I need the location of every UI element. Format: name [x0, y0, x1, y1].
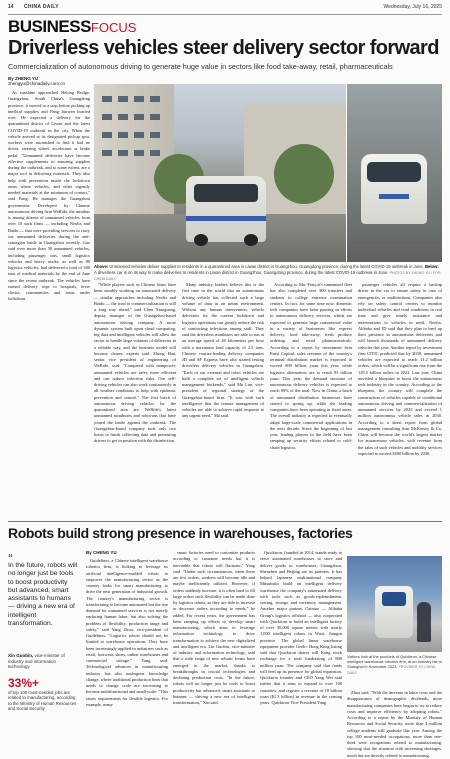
- story2-column-4: [347, 690, 442, 758]
- story1-column-text: As sunshine approached Helong Bridge, Guangzhou, South China's Guangdong province, it moved to a stop before picking up medical supplies and Pang Junwen hurried over. He expected a delivery for the quarantined district of Liwan and the latest COVID-19 outbreak in the city. When the vehicle arrived at its designated pickup spot, workers were astonished to find it had no driver, steering wheel, accelerator or brake pedal. "Unmanned deliveries have become effective supplements to ensuring supplies during the outbreak, and to some extent, are a major tool in delivering materials. They also help with prevention inside the lockdown areas where vehicles, and other urgently needed materials at the minimum of contact," said Pang. He manages the Guangzhou government. Developed by Chinese autonomous driving firm WeRide, the minibus is among dozens of unmanned vehicles from over 10 such firms — including Neolix and Baidu — that were providing services to carry out unmanned deliveries during the anti-contagion battle in Guangzhou recently. Gao said over more than 30 unmanned vehicles, including passenger cars, small logistics vehicles and heavy trucks, as well as 90 logistics vehicles, had delivered a total of 300 tons of medical materials by the end of June since the recent outbreak. The vehicles have earned delivery trips to hospitals, fever clinics, communities and areas under lockdown.: [8, 90, 90, 302]
- masthead: [8, 2, 442, 15]
- photo-caption: [94, 264, 442, 283]
- photo-credit-2: PROVIDED TO CHINA DAILY: [347, 665, 436, 675]
- story1-column-3: [182, 282, 264, 516]
- quote-author-name: Xin Guobin,: [8, 653, 34, 658]
- section-name: BUSINESS: [8, 17, 91, 36]
- story1-column-2: [94, 282, 176, 516]
- story1-column-text: According to Ma, Pony.ai's unmanned fleet has also completed over 300 transfers and students to college entrance examination centers. In fact, for some time now, domestic tech companies have been pouring in efforts to autonomous delivery services, which are expected to generate large commercial value in a variety of businesses like express delivery, food take-away, fresh produce ordering and retail pharmaceuticals. According to a report by investment firm Ernst Capital, sales revenue of the country's terminal distribution market is expected to exceed 800 billion yuan this year, while logistics alternatives are to reach 93 billion yuan. This year, the demand structure of autonomous delivery vehicles is expected to reach 89% of the total. Now in China, a batch of unmanned distribution businesses have started to spring up, while the leading companies have been operating in fixed areas. The overall industry is expected to eventually adopt large-scale commercial applications in the next decade. Since the beginning of last year, leading players in the field have been ramping up security efforts related to cold-chain logistics.: [270, 282, 352, 450]
- stat-figure: 33%+: [8, 676, 40, 690]
- story1-column-text: Many industry leaders believe this is the first time in the world that an autonomous driving vehicle has collected such a large volume of data in an urban environment. Without any human intervention, vehicle deliveries for the current lockdown and logistics operations can greatly reduce the risk of contracting infections among staff. They said the driverless minibuses are able to run at an average speed of 40 kilometers per hour with a maximum load capacity of 2.5 tons. Chinese courier-leading delivery companies JD and SF Express have also started testing driverless delivery vehicles in Guangzhou. "Each of our external and robot vehicles are built a complete set of intelligent vehicle management backends," said Ma Lan, vice-president of regional strategy of the Guangzhou-based firm. "It was with such intelligence that the remote management of vehicles are able to achieve rapid response to any urgent need," Ma said.: [182, 282, 264, 419]
- story2-column-text: Quicktron, founded in 2014, stands ready to serve automated warehouses to store and deliver goods in warehouses, Guangzhou, Shenzhen and Beijing are its partners. It has helped Japanese multinational company Mitsubishi build an intelligent delivery warehouse the company's automated delivery with tools such as goods-replenishment, sorting, storage and inventory management. Another major partner, Cainiao — Alibaba Group's logistics offshoot — also cooperated with Quicktron to build an intelligent factory of over 50,000 square meters with nearly 1,000 intelligent robots in Wuxi, Jiangsu province. The global linear warehouse equipment provider Geek+ Hong Kong listing said that Quicktron shares will Kong stock exchange for a total fundraising of 800 million yuan. The company said that funds will feed up its presence for global expansion. Quicktron founder and CEO Yang Wei said earlier that it aims to expand to over 100 countries, and register a revenue of 10 billion yuan ($1.3 billion) in revenue in the coming years. Quicktron Vice-President Yang: [260, 550, 342, 705]
- story2-column-1: [86, 558, 168, 744]
- caption-lead-above: Above:: [94, 264, 109, 269]
- story2-column-text: smart factories need to customize products according to customer needs but it is inevitable that robots will fluctuate," Yang said. "Under such circumstances, when there are few orders, workers will become idle and maybe inefficiently utilized. However, if orders suddenly increase, it is often hard to fill large orders such flexibility can be made done by logistics robots, as they are able to increase or decrease orders according to needs," he added. For recent years, the government has been ramping up efforts to develop smart manufacturing, which aims to leverage information technology to drive transformation to achieve the new digitalized and intelligent era. Lin Guobin, vice-minister of industry and information technology, said that a wide range of new robotic forms have emerged in the market, thanks to breakthroughs in crucial technologies and declining production costs. "In the future, robots will no longer just be tools to boost productivity but advanced, smart assistants to humans — driving a new era of intelligent transformation," Xin said.: [173, 550, 255, 705]
- caption-text-below: A driverless car is on its way to make deliveries to residents in Liwan district in Guangzhou, Guangdong province, during the latest COVID-19 outbreak in June.: [94, 269, 389, 275]
- section-sub: FOCUS: [90, 20, 137, 35]
- story2-column-3: [260, 550, 342, 744]
- story1-subhead: Commercialization of autonomous driving to generate huge value in sectors like food take-away, retail, pharmaceuticals: [8, 62, 393, 71]
- story1-column-5: [358, 282, 442, 516]
- story1-column-4: [270, 282, 352, 516]
- story2-column-2: [173, 550, 255, 744]
- issue-date: Wednesday, July 16, 2025: [383, 4, 442, 10]
- newspaper-name: CHINA DAILY: [24, 4, 59, 10]
- pull-quote-text: In the future, robots will no longer just be tools to boost productivity but advanced, smart assistants to humans — driving a new era of intelligent transformation.: [8, 562, 78, 628]
- page-number: 14: [8, 4, 14, 10]
- photo-driverless-car: [347, 84, 442, 262]
- story1-column-text: passenger vehicles all require a backup driver in the car to ensure safety in case of emergencies or malfunctions. Companies also rely on safety control centers to monitor individual vehicles and road conditions in real time and give timely assistance and interventions to vehicles in need. Neolix, Alibaba and JD said that they plan to beef up their presence in autonomous deliveries and will launch thousands of unmanned delivery vehicles this year. Another report by investment firm CITIC predicted that by 2030, unmanned vehicles are expected to reach 11.2 billion orders, which will be a significant rise from the 129.5 billion orders in 2022. Last year, China unveiled a blueprint to boost the autonomous tech industry in the country. According to the blueprint, the country will complete the construction of vehicles capable of conditional autonomous driving and commercialization of unmanned services by 2025 and exceed 1 million autonomous vehicle sales in 2030. According to a latest report from global management consulting firm McKinsey & Co, China will become the world's largest market for autonomous vehicles, with revenue from the sales of such vehicles and mobility services expected to exceed $500 billion by 2030.: [358, 282, 443, 456]
- story1-column-1: [8, 90, 90, 516]
- photo-unmanned-delivery-van: [94, 84, 346, 262]
- story2-column-text: Guidelines, a Chinese intelligent warehouse robotics firm, is looking to leverage its artificial intelligence-enabled robots to empower the manufacturing sector as the country looks for smart manufacturing to drive the next generation of industrial growth. The country's manufacturing sector is transforming to become automated but the rise demand for unmanned services is not merely replacing human labor, but also solving the problem of flexibility, production range and safety," said Yang Zhou, vice-president of Guidelines. "Logistics robots should not be limited to warehouse operations. They have been increasingly applied in industries such as retail, footwear, shoes, online warehouses and commercial storage," Yang said. Technological advances in manufacturing industry has also undergone knowledge change, where traditional production lines that needs to change scale are increasing to become multifunctional and small-scale. "This raises requirements for flexible logistics. For example, many: [86, 558, 168, 707]
- story2-column-text: Zhou said, "With the increase in labor costs and the disappearance of demographic dividends, more manufacturing companies have begun to try to reduce costs and improve efficiency by adopting robots." According to a report by the Ministry of Human Resources and Social Security, more than 4 million college students will graduate this year. Among the top 100 most-needed occupations, more than one-third were occupations related to manufacturing, showing that the situation with increasing shortages, much but are directly related to manufacturing.: [347, 690, 442, 758]
- byline-name: By ZHENG YU: [8, 76, 39, 81]
- stat-description: of top 100 most-needed jobs are related to manufacturing, according to the Ministry of Human Resources and Social Security: [8, 690, 77, 712]
- caption-text-above: Unmanned vehicles deliver supplies to residents in a quarantined area in Liwan district in Guangzhou, Guangdong province, during the latest COVID-19 outbreak in June.: [109, 264, 424, 269]
- story1-byline: [8, 76, 65, 86]
- story1-column-text: "While players such as Chinese firms have been steadily working on automated delivery — similar approaches including Neolix and Baidu — the road to commercialization is still a long way ahead," said Chen Xiaoguang, deputy manager of the Guangzhou-based autonomous driving company. A more dynamic system built upon cloud computing, big data and intelligent vehicles will allow the sector to handle large volumes of deliveries in a reliable way, and the business model will become clearer, experts said. Zhong Hua, senior vice president of engineering of WeRide, said: "Compared with manpower, unmanned vehicles are safer, more efficient and can reduce infection risks. Our self-driving vehicles can also work continuously in all weather conditions to help with epidemic prevention and control." The first batch of autonomous driving vehicles for the quarantined area are WeRide's latest unmanned minibuses and robovans that have joined the battle against the outbreak. The Guangzhou-based company took only two hours to finish collecting data and presenting drivers to get in position with the disinfection.: [94, 282, 176, 444]
- section-title: [8, 17, 136, 37]
- quote-author-title: vice-minister of industry and information technology: [8, 653, 65, 669]
- story1-headline: Driverless vehicles steer delivery sector forward: [8, 37, 439, 59]
- photo-caption-2: [347, 654, 442, 676]
- caption-text-robot: Visitors look at the products of Quicktron, a Chinese intelligent warehouse robotics firm, at an industry fair in Shanghai in November 2023.: [347, 654, 442, 669]
- section-divider: [8, 521, 442, 522]
- pull-quote: [8, 553, 78, 628]
- quote-author: [8, 653, 78, 670]
- caption-lead-below: Below:: [425, 264, 439, 269]
- story2-byline: By CHENG YU: [86, 550, 117, 555]
- photo-warehouse-robot: [347, 556, 442, 652]
- quote-mark-icon: “: [8, 553, 13, 564]
- byline-email: zhengyu@chinadaily.com.cn: [8, 81, 66, 86]
- photo-credit: PHOTOS BY ZHENG YU / FOR CHINA DAILY: [94, 270, 441, 282]
- story2-headline: Robots build strong presence in warehouses, factories: [8, 525, 353, 541]
